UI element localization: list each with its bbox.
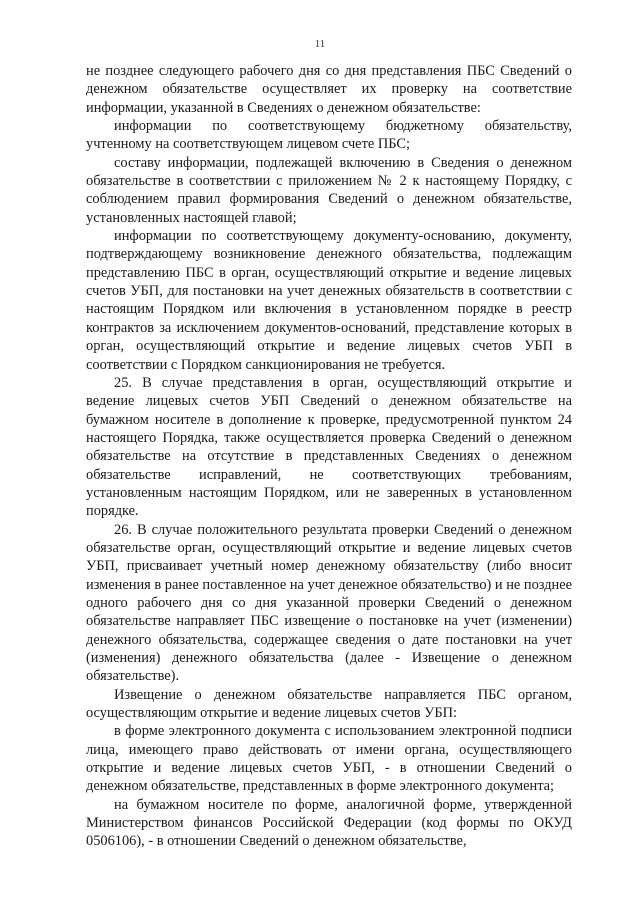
document-body [86,62,572,851]
paragraph-electronic-form: в форме электронного документа с использованием электронной подписи лица, имеющего право действовать от имени органа, осуществляющего открытие и ведение лицевых счетов УБП, - в отношении Сведений о денежном обязательстве, представленных в форме электронного документа; [86,723,572,795]
paragraph-continuation: не позднее следующего рабочего дня со дня представления ПБС Сведений о денежном обязательстве осуществляет их проверку на соответствие информации, указанной в Сведениях о денежном обязательстве: [86,63,572,116]
paragraph-check-composition: составу информации, подлежащей включению в Сведения о денежном обязательстве в соответствии с приложением № 2 к настоящему Порядку, с соблюдением правил формирования Сведений о денежном обязательстве, установленных настоящей главой; [86,154,572,226]
paragraph-check-basis-document: информации по соответствующему документу-основанию, документу, подтверждающему возникновение денежного обязательства, подлежащим представлению ПБС в орган, осуществляющий открытие и ведение лицевых счетов УБП, для постановки на учет денежных обязательств в соответствии с настоящим Порядком или включения в установленном порядке в реестр контрактов за исключением документов-оснований, представление которых в орган, осуществляющий открытие и ведение лицевых счетов УБП в соответствии с Порядком санкционирования не требуется. [86,228,572,373]
paragraph-item-26: 26. В случае положительного результата проверки Сведений о денежном обязательстве орган, осуществляющий открытие и ведение лицевых счетов УБП, присваивает учетный номер денежному обязательству (либо вносит изменения в ранее поставленное на учет денежное обязательство) и не позднее одного рабочего дня со дня указанной проверки Сведений о денежном обязательстве направляет ПБС извещение о постановке на учет (изменении) денежного обязательства, содержащее сведения о дате постановки на учет (изменения) денежного обязательства (далее - Извещение о денежном обязательстве). [86,521,573,685]
paragraph-notice-sent: Извещение о денежном обязательстве направляется ПБС органом, осуществляющим открытие и ведение лицевых счетов УБП: [86,686,572,722]
paragraph-item-25: 25. В случае представления в орган, осуществляющий открытие и ведение лицевых счетов УБП Сведений о денежном обязательстве на бумажном носителе в дополнение к проверке, предусмотренной пунктом 24 настоящего Порядка, также осуществляется проверка Сведений о денежном обязательстве на отсутствие в представленных Сведениях о денежном обязательстве исправлений, не соответствующих требованиям, установленным настоящим Порядком, или не заверенных в установленном порядке. [86,374,572,520]
paragraph-paper-form: на бумажном носителе по форме, аналогичной форме, утвержденной Министерством финансов Российской Федерации (код формы по ОКУД 0506106), - в отношении Сведений о денежном обязательстве, [86,796,572,850]
paragraph-check-budget-obligation: информации по соответствующему бюджетному обязательству, учтенному на соответствующем лицевом счете ПБС; [86,118,572,153]
page-number: 11 [314,38,326,50]
